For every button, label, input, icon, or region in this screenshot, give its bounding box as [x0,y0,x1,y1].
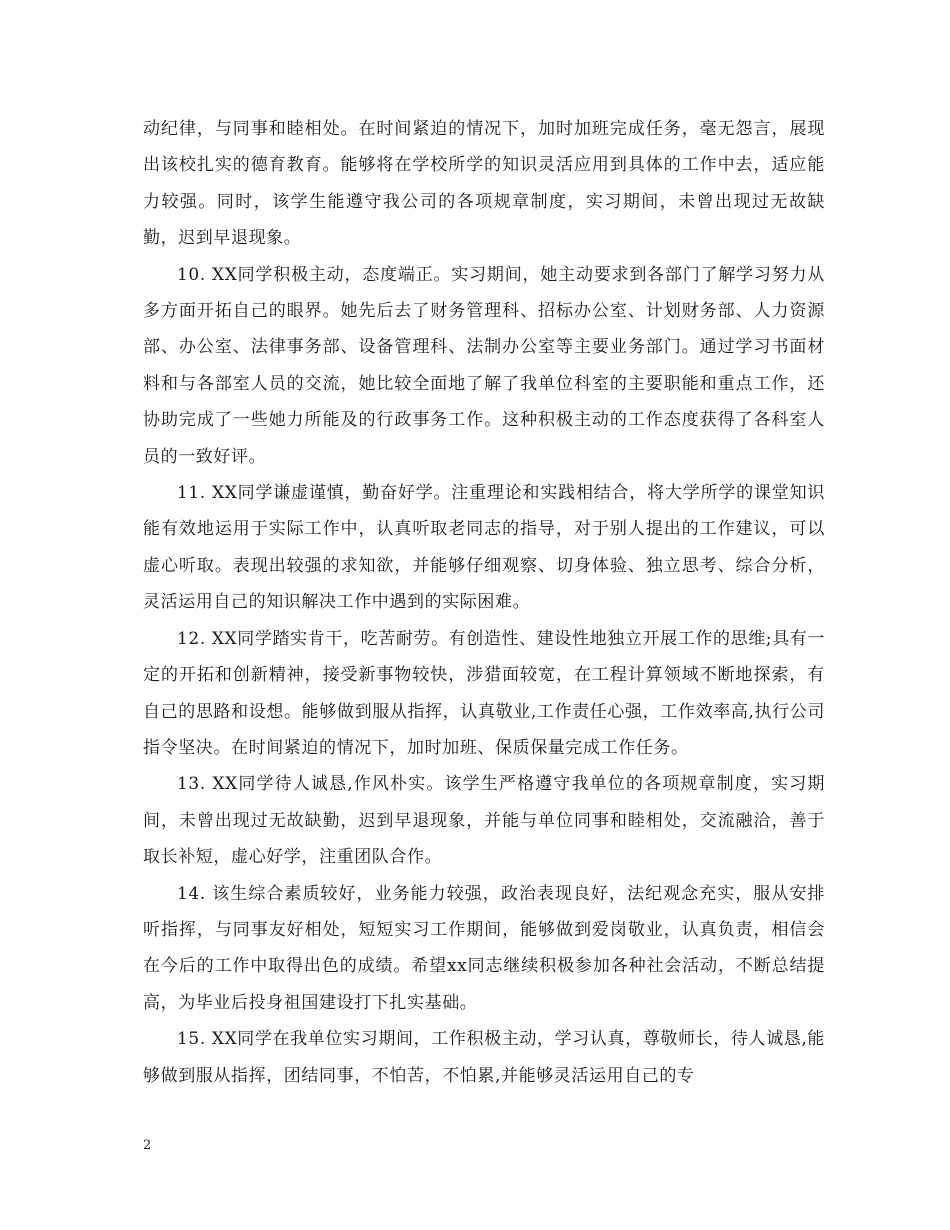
paragraph-item-15: 15. XX同学在我单位实习期间，工作积极主动，学习认真，尊敬师长，待人诚恳,能够做到服从指挥，团结同事，不怕苦，不怕累,并能够灵活运用自己的专 [143,1029,825,1086]
paragraph-item-12: 12. XX同学踏实肯干，吃苦耐劳。有创造性、建设性地独立开展工作的思维;具有一定的开拓和创新精神，接受新事物较快，涉猎面较宽，在工程计算领域不断地探索，有自己的思路和设想。能够做到服从指挥，认真敬业,工作责任心强，工作效率高,执行公司指令坚决。在时间紧迫的情况下，加时加班、保质保量完成工作任务。 [143,628,825,758]
document-body [143,111,825,1094]
paragraph-item-11: 11. XX同学谦虚谨慎，勤奋好学。注重理论和实践相结合，将大学所学的课堂知识能有效地运用于实际工作中，认真听取老同志的指导，对于别人提出的工作建议，可以虚心听取。表现出较强的求知欲，并能够仔细观察、切身体验、独立思考、综合分析，灵活运用自己的知识解决工作中遇到的实际困难。 [143,483,825,613]
paragraph-item-10: 10. XX同学积极主动，态度端正。实习期间，她主动要求到各部门了解学习努力从多方面开拓自己的眼界。她先后去了财务管理科、招标办公室、计划财务部、人力资源部、办公室、法律事务部、设备管理科、法制办公室等主要业务部门。通过学习书面材料和与各部室人员的交流，她比较全面地了解了我单位科室的主要职能和重点工作，还协助完成了一些她力所能及的行政事务工作。这种积极主动的工作态度获得了各科室人员的一致好评。 [143,264,825,467]
page-number: 2 [143,1138,152,1153]
paragraph-item-14: 14. 该生综合素质较好，业务能力较强，政治表现良好，法纪观念充实，服从安排听指挥，与同事友好相处，短短实习工作期间，能够做到爱岗敬业，认真负责，相信会在今后的工作中取得出色的成绩。希望xx同志继续积极参加各种社会活动，不断总结提高，为毕业后投身祖国建设打下扎实基础。 [143,883,825,1013]
paragraph-continuation: 动纪律，与同事和睦相处。在时间紧迫的情况下，加时加班完成任务，毫无怨言，展现出该校扎实的德育教育。能够将在学校所学的知识灵活应用到具体的工作中去，适应能力较强。同时，该学生能遵守我公司的各项规章制度，实习期间，未曾出现过无故缺勤，迟到早退现象。 [143,119,825,249]
paragraph-item-13: 13. XX同学待人诚恳,作风朴实。该学生严格遵守我单位的各项规章制度，实习期间，未曾出现过无故缺勤，迟到早退现象，并能与单位同事和睦相处，交流融洽，善于取长补短，虚心好学，注重团队合作。 [143,774,825,868]
